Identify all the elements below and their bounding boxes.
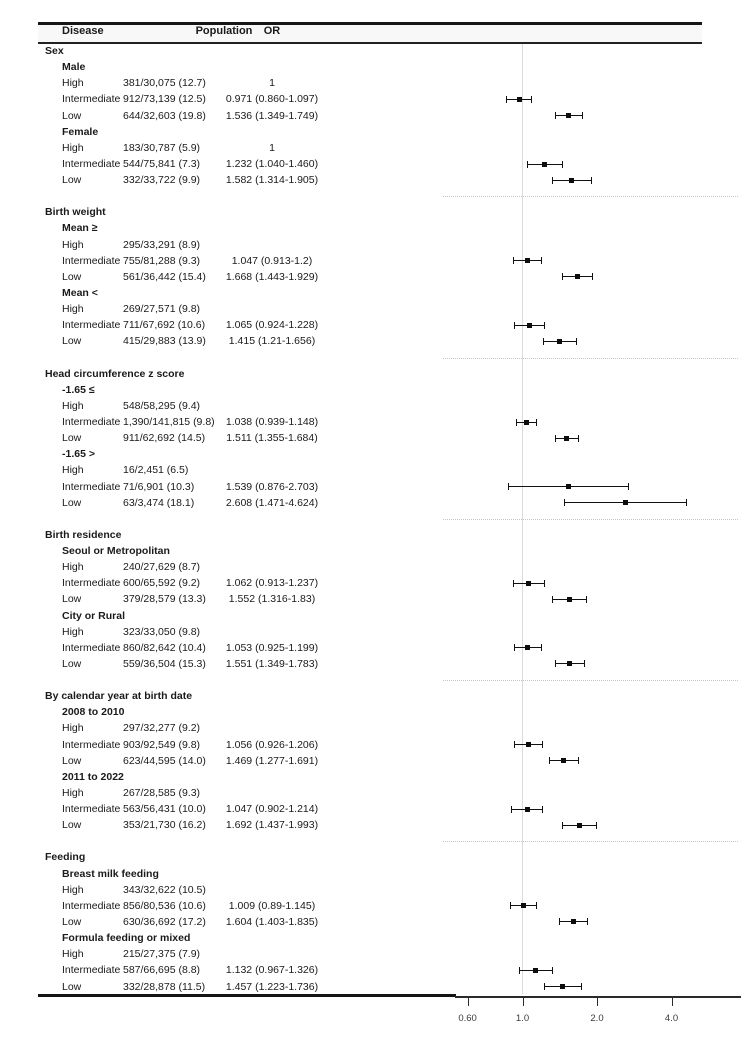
data-row xyxy=(0,269,744,285)
row-label: High xyxy=(62,77,84,90)
population-value: 343/32,622 (10.5) xyxy=(123,883,206,896)
population-value: 912/73,139 (12.5) xyxy=(123,93,206,106)
ci-marker xyxy=(623,500,628,505)
ci-cap-right xyxy=(542,741,543,748)
ci-cap-right xyxy=(628,483,629,490)
data-row xyxy=(0,882,744,898)
row-label: Intermediate xyxy=(62,899,121,912)
population-value: 332/28,878 (11.5) xyxy=(123,980,206,993)
ci-marker xyxy=(561,758,566,763)
ci-cap-right xyxy=(582,112,583,119)
row-label: High xyxy=(62,883,84,896)
population-value: 544/75,841 (7.3) xyxy=(123,158,201,171)
data-row xyxy=(0,591,744,607)
population-value: 623/44,595 (14.0) xyxy=(123,754,206,767)
ci-cap-left xyxy=(544,983,545,990)
data-row xyxy=(0,801,744,817)
ci-cap-left xyxy=(511,806,512,813)
group-title: Formula feeding or mixed xyxy=(62,932,191,945)
section-separator xyxy=(0,188,744,204)
axis-tick xyxy=(468,998,469,1006)
data-row xyxy=(0,156,744,172)
population-value: 856/80,536 (10.6) xyxy=(123,899,206,912)
row-label: Low xyxy=(62,754,82,767)
row-label: Intermediate xyxy=(62,158,121,171)
ci-marker xyxy=(517,97,522,102)
ci-marker xyxy=(566,113,571,118)
table-bottom-rule xyxy=(38,994,456,997)
row-label: Intermediate xyxy=(62,803,121,816)
ci-marker xyxy=(521,903,526,908)
section-separator-dots xyxy=(443,519,738,520)
data-row xyxy=(0,962,744,978)
ci-cap-right xyxy=(542,806,543,813)
row-label: High xyxy=(62,141,84,154)
or-value: 1.539 (0.876-2.703) xyxy=(225,480,319,493)
group-row xyxy=(0,769,744,785)
section-separator-dots xyxy=(443,196,738,197)
data-row xyxy=(0,172,744,188)
data-row xyxy=(0,479,744,495)
ci-cap-left xyxy=(552,596,553,603)
axis-tick xyxy=(597,998,598,1006)
population-value: 563/56,431 (10.0) xyxy=(123,803,206,816)
row-label: High xyxy=(62,238,84,251)
section-separator xyxy=(0,833,744,849)
ci-marker xyxy=(533,968,538,973)
ci-marker xyxy=(525,258,530,263)
ci-cap-left xyxy=(555,660,556,667)
or-value: 1.053 (0.925-1.199) xyxy=(225,641,319,654)
ci-marker xyxy=(524,420,529,425)
or-value: 1.415 (1.21-1.656) xyxy=(228,335,316,348)
row-label: Intermediate xyxy=(62,577,121,590)
axis-tick xyxy=(672,998,673,1006)
population-value: 332/33,722 (9.9) xyxy=(123,174,201,187)
ci-cap-right xyxy=(584,660,585,667)
ci-cap-left xyxy=(562,822,563,829)
data-row xyxy=(0,640,744,656)
axis-tick-label: 0.60 xyxy=(458,1013,477,1024)
population-value: 353/21,730 (16.2) xyxy=(123,819,206,832)
population-value: 295/33,291 (8.9) xyxy=(123,238,201,251)
data-row xyxy=(0,978,744,994)
row-label: Low xyxy=(62,657,82,670)
section-title: Head circumference z score xyxy=(45,367,185,380)
population-value: 711/67,692 (10.6) xyxy=(123,319,206,332)
population-value: 600/65,592 (9.2) xyxy=(123,577,201,590)
ci-cap-right xyxy=(576,338,577,345)
data-row xyxy=(0,301,744,317)
or-value: 1.604 (1.403-1.835) xyxy=(225,915,319,928)
data-row xyxy=(0,656,744,672)
data-row xyxy=(0,398,744,414)
data-row xyxy=(0,108,744,124)
ci-cap-left xyxy=(513,257,514,264)
column-header-disease: Disease xyxy=(62,25,104,37)
population-value: 644/32,603 (19.8) xyxy=(123,109,206,122)
ci-cap-left xyxy=(514,644,515,651)
column-header-population: Population xyxy=(195,25,253,37)
row-label: High xyxy=(62,625,84,638)
table-body xyxy=(0,43,744,995)
or-value: 1.065 (0.924-1.228) xyxy=(225,319,319,332)
ci-cap-right xyxy=(531,96,532,103)
data-row xyxy=(0,237,744,253)
population-value: 240/27,629 (8.7) xyxy=(123,561,201,574)
or-value: 1.668 (1.443-1.929) xyxy=(225,270,319,283)
row-label: Intermediate xyxy=(62,93,121,106)
group-row xyxy=(0,865,744,881)
population-value: 903/92,549 (9.8) xyxy=(123,738,201,751)
ci-cap-right xyxy=(541,644,542,651)
population-value: 267/28,585 (9.3) xyxy=(123,786,201,799)
group-title: Female xyxy=(62,125,99,138)
section-row xyxy=(0,43,744,59)
population-value: 183/30,787 (5.9) xyxy=(123,141,201,154)
row-label: High xyxy=(62,561,84,574)
population-value: 16/2,451 (6.5) xyxy=(123,464,189,477)
group-row xyxy=(0,382,744,398)
row-label: High xyxy=(62,303,84,316)
section-title: Sex xyxy=(45,45,64,58)
ci-marker xyxy=(525,807,530,812)
or-value: 1 xyxy=(269,77,275,90)
section-row xyxy=(0,366,744,382)
data-row xyxy=(0,75,744,91)
population-value: 379/28,579 (13.3) xyxy=(123,593,206,606)
section-row xyxy=(0,204,744,220)
population-value: 215/27,375 (7.9) xyxy=(123,948,201,961)
ci-marker xyxy=(564,436,569,441)
group-row xyxy=(0,608,744,624)
ci-cap-right xyxy=(686,499,687,506)
ci-cap-left xyxy=(552,177,553,184)
data-row xyxy=(0,753,744,769)
ci-cap-left xyxy=(508,483,509,490)
or-value: 1.132 (0.967-1.326) xyxy=(225,964,319,977)
row-label: Low xyxy=(62,335,82,348)
ci-cap-left xyxy=(519,967,520,974)
row-label: Intermediate xyxy=(62,738,121,751)
or-value: 1 xyxy=(269,141,275,154)
ci-cap-left xyxy=(527,161,528,168)
ci-marker xyxy=(542,162,547,167)
population-value: 323/33,050 (9.8) xyxy=(123,625,201,638)
ci-cap-left xyxy=(564,499,565,506)
row-label: Low xyxy=(62,593,82,606)
population-value: 630/36,692 (17.2) xyxy=(123,915,206,928)
ci-marker xyxy=(560,984,565,989)
ci-cap-right xyxy=(591,177,592,184)
ci-cap-right xyxy=(587,918,588,925)
section-row xyxy=(0,688,744,704)
data-row xyxy=(0,495,744,511)
or-value: 1.536 (1.349-1.749) xyxy=(225,109,319,122)
row-label: Intermediate xyxy=(62,964,121,977)
ci-cap-right xyxy=(592,273,593,280)
data-row xyxy=(0,462,744,478)
or-value: 1.692 (1.437-1.993) xyxy=(225,819,319,832)
ci-marker xyxy=(557,339,562,344)
group-row xyxy=(0,220,744,236)
table-header-band xyxy=(38,22,702,44)
ci-cap-right xyxy=(536,419,537,426)
or-value: 1.047 (0.902-1.214) xyxy=(225,803,319,816)
data-row xyxy=(0,333,744,349)
group-title: 2008 to 2010 xyxy=(62,706,125,719)
data-row xyxy=(0,559,744,575)
or-value: 1.582 (1.314-1.905) xyxy=(225,174,319,187)
row-label: Low xyxy=(62,109,82,122)
row-label: Low xyxy=(62,915,82,928)
ci-cap-left xyxy=(510,902,511,909)
data-row xyxy=(0,624,744,640)
data-row xyxy=(0,946,744,962)
ci-cap-right xyxy=(536,902,537,909)
population-value: 381/30,075 (12.7) xyxy=(123,77,206,90)
group-row xyxy=(0,124,744,140)
group-title: City or Rural xyxy=(62,609,126,622)
or-value: 2.608 (1.471-4.624) xyxy=(225,496,319,509)
population-value: 587/66,695 (8.8) xyxy=(123,964,201,977)
group-row xyxy=(0,446,744,462)
ci-marker xyxy=(575,274,580,279)
group-row xyxy=(0,930,744,946)
ci-cap-right xyxy=(544,322,545,329)
data-row xyxy=(0,253,744,269)
column-header-or: OR xyxy=(263,25,281,37)
group-title: Seoul or Metropolitan xyxy=(62,545,170,557)
row-label: High xyxy=(62,786,84,799)
ci-cap-left xyxy=(513,580,514,587)
data-row xyxy=(0,414,744,430)
row-label: High xyxy=(62,464,84,477)
data-row xyxy=(0,720,744,736)
group-title: Male xyxy=(62,61,86,74)
row-label: Intermediate xyxy=(62,416,121,429)
or-value: 1.551 (1.349-1.783) xyxy=(225,657,319,670)
row-label: Low xyxy=(62,496,82,509)
section-title: Feeding xyxy=(45,851,86,864)
data-row xyxy=(0,430,744,446)
axis-tick-label: 4.0 xyxy=(664,1013,679,1024)
or-value: 1.511 (1.355-1.684) xyxy=(226,432,318,445)
row-label: High xyxy=(62,399,84,412)
group-title: 2011 to 2022 xyxy=(62,770,124,783)
axis-tick-label: 1.0 xyxy=(515,1013,530,1024)
population-value: 63/3,474 (18.1) xyxy=(123,496,195,509)
data-row xyxy=(0,317,744,333)
ci-cap-right xyxy=(541,257,542,264)
axis-tick-label: 2.0 xyxy=(590,1013,604,1024)
group-title: Mean < xyxy=(62,287,98,300)
or-value: 1.232 (1.040-1.460) xyxy=(225,158,319,171)
row-label: Intermediate xyxy=(62,254,121,267)
row-label: Intermediate xyxy=(62,480,121,493)
data-row xyxy=(0,817,744,833)
section-title: Birth residence xyxy=(45,528,122,541)
axis-tick xyxy=(523,998,524,1006)
section-separator xyxy=(0,511,744,527)
or-value: 1.047 (0.913-1.2) xyxy=(231,254,313,267)
ci-cap-left xyxy=(516,419,517,426)
ci-marker xyxy=(526,581,531,586)
data-row xyxy=(0,91,744,107)
or-value: 0.971 (0.860-1.097) xyxy=(225,93,319,106)
row-label: Intermediate xyxy=(62,319,121,332)
population-value: 297/32,277 (9.2) xyxy=(123,722,201,735)
group-row xyxy=(0,285,744,301)
row-label: Low xyxy=(62,270,82,283)
population-value: 269/27,571 (9.8) xyxy=(123,303,201,316)
group-title: Breast milk feeding xyxy=(62,867,159,880)
population-value: 559/36,504 (15.3) xyxy=(123,657,206,670)
group-title: -1.65 ≤ xyxy=(62,383,95,396)
data-row xyxy=(0,736,744,752)
row-label: Low xyxy=(62,980,82,993)
or-value: 1.009 (0.89-1.145) xyxy=(228,899,316,912)
ci-cap-right xyxy=(562,161,563,168)
ci-marker xyxy=(567,597,572,602)
ci-marker xyxy=(571,919,576,924)
ci-marker xyxy=(577,823,582,828)
section-separator-dots xyxy=(443,358,738,359)
ci-cap-left xyxy=(555,435,556,442)
ci-cap-left xyxy=(514,322,515,329)
ci-cap-right xyxy=(544,580,545,587)
ci-cap-right xyxy=(578,435,579,442)
section-row xyxy=(0,849,744,865)
population-value: 561/36,442 (15.4) xyxy=(123,270,206,283)
ci-cap-left xyxy=(562,273,563,280)
ci-marker xyxy=(567,661,572,666)
data-row xyxy=(0,140,744,156)
population-value: 1,390/141,815 (9.8) xyxy=(123,416,215,429)
or-value: 1.469 (1.277-1.691) xyxy=(225,754,319,767)
ci-cap-left xyxy=(506,96,507,103)
population-value: 755/81,288 (9.3) xyxy=(123,254,201,267)
row-label: Low xyxy=(62,432,82,445)
population-value: 71/6,901 (10.3) xyxy=(123,480,195,493)
population-value: 415/29,883 (13.9) xyxy=(123,335,206,348)
ci-cap-right xyxy=(596,822,597,829)
population-value: 860/82,642 (10.4) xyxy=(123,641,206,654)
or-axis-line xyxy=(455,996,741,998)
section-title: Birth weight xyxy=(45,206,106,219)
data-row xyxy=(0,575,744,591)
ci-marker xyxy=(526,742,531,747)
section-title: By calendar year at birth date xyxy=(45,690,193,703)
population-value: 548/58,295 (9.4) xyxy=(123,399,201,412)
group-title: -1.65 > xyxy=(62,448,95,461)
ci-cap-left xyxy=(559,918,560,925)
data-row xyxy=(0,898,744,914)
section-separator-dots xyxy=(443,841,738,842)
row-label: Intermediate xyxy=(62,641,121,654)
or-value: 1.062 (0.913-1.237) xyxy=(225,577,319,590)
group-row xyxy=(0,704,744,720)
row-label: Low xyxy=(62,174,82,187)
ci-marker xyxy=(527,323,532,328)
or-value: 1.056 (0.926-1.206) xyxy=(225,738,319,751)
ci-cap-right xyxy=(578,757,579,764)
ci-cap-right xyxy=(552,967,553,974)
row-label: Low xyxy=(62,819,82,832)
group-title: Mean ≥ xyxy=(62,222,98,235)
group-row xyxy=(0,543,744,559)
ci-cap-right xyxy=(586,596,587,603)
ci-marker xyxy=(569,178,574,183)
data-row xyxy=(0,785,744,801)
data-row xyxy=(0,914,744,930)
group-row xyxy=(0,59,744,75)
ci-cap-left xyxy=(543,338,544,345)
row-label: High xyxy=(62,948,84,961)
or-value: 1.457 (1.223-1.736) xyxy=(225,980,319,993)
section-separator xyxy=(0,350,744,366)
section-separator-dots xyxy=(443,680,738,681)
ci-cap-left xyxy=(555,112,556,119)
section-separator xyxy=(0,672,744,688)
population-value: 911/62,692 (14.5) xyxy=(123,432,206,445)
or-value: 1.552 (1.316-1.83) xyxy=(228,593,316,606)
section-row xyxy=(0,527,744,543)
ci-marker xyxy=(566,484,571,489)
ci-cap-left xyxy=(514,741,515,748)
row-label: High xyxy=(62,722,84,735)
ci-marker xyxy=(525,645,530,650)
ci-cap-left xyxy=(549,757,550,764)
ci-cap-right xyxy=(581,983,582,990)
or-value: 1.038 (0.939-1.148) xyxy=(225,416,319,429)
